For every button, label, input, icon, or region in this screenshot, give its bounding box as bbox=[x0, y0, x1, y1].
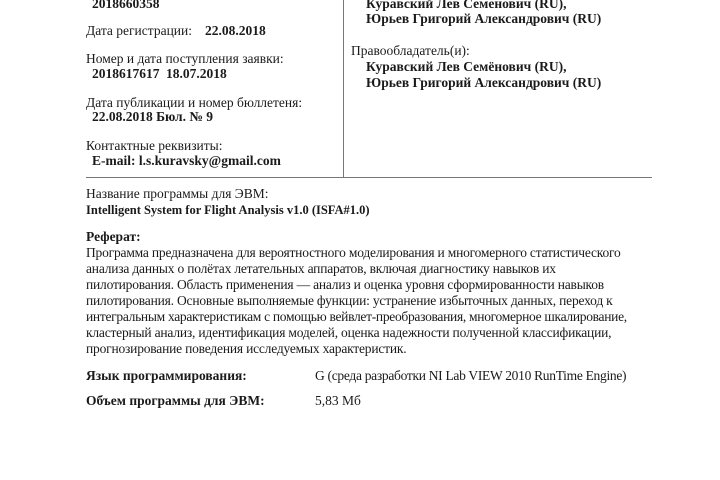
abstract-line: Программа предназначена для вероятностного моделирования и многомерного статистического bbox=[86, 245, 621, 260]
application-date: 18.07.2018 bbox=[166, 66, 227, 81]
publication-label: Дата публикации и номер бюллетеня: bbox=[86, 95, 303, 110]
program-name-value: Intelligent System for Flight Analysis v1.0 (ISFA#1.0) bbox=[86, 203, 370, 217]
holder-1: Куравский Лев Семёнович (RU), bbox=[366, 59, 567, 74]
application-number: 2018617617 bbox=[92, 66, 160, 81]
column-divider bbox=[343, 0, 344, 178]
abstract-line: пилотирования. Область применения — анализ и оценка уровня сформированности навыков bbox=[86, 277, 604, 292]
contacts-email: E-mail: l.s.kuravsky@gmail.com bbox=[92, 153, 281, 168]
abstract-line: прогнозирование поведения исследуемых характеристик. bbox=[86, 341, 407, 356]
program-name-label: Название программы для ЭВМ: bbox=[86, 186, 269, 201]
holder-2: Юрьев Григорий Александрович (RU) bbox=[366, 75, 602, 90]
abstract-line: интегральным характеристикам с помощью вейвлет-преобразования, многомерное шкалирование, bbox=[86, 309, 627, 324]
reg-date-label: Дата регистрации: bbox=[86, 23, 193, 38]
holders-label: Правообладатель(и): bbox=[351, 43, 470, 58]
abstract-line: анализа данных о полётах летательных аппаратов, включая диагностику навыков их bbox=[86, 261, 556, 276]
size-label: Объем программы для ЭВМ: bbox=[86, 393, 265, 408]
abstract-line: кластерный анализ, идентификация моделей, оценка надежности полученной классификации, bbox=[86, 325, 612, 340]
abstract-line: пилотирования. Основные выполняемые функции: устранение избыточных данных, переход к bbox=[86, 293, 613, 308]
abstract-label: Реферат: bbox=[86, 229, 141, 244]
section-divider bbox=[86, 177, 652, 178]
language-value: G (среда разработки NI Lab VIEW 2010 RunTime Engine) bbox=[315, 368, 627, 383]
author-2: Юрьев Григорий Александрович (RU) bbox=[366, 11, 602, 26]
size-value: 5,83 Мб bbox=[315, 393, 361, 408]
contacts-label: Контактные реквизиты: bbox=[86, 138, 223, 153]
language-label: Язык программирования: bbox=[86, 368, 247, 383]
author-1: Куравский Лев Семенович (RU), bbox=[366, 0, 567, 11]
reg-date-value: 22.08.2018 bbox=[205, 23, 266, 38]
publication-value: 22.08.2018 Бюл. № 9 bbox=[92, 109, 214, 124]
registration-number: 2018660358 bbox=[92, 0, 160, 11]
application-label: Номер и дата поступления заявки: bbox=[86, 51, 284, 66]
